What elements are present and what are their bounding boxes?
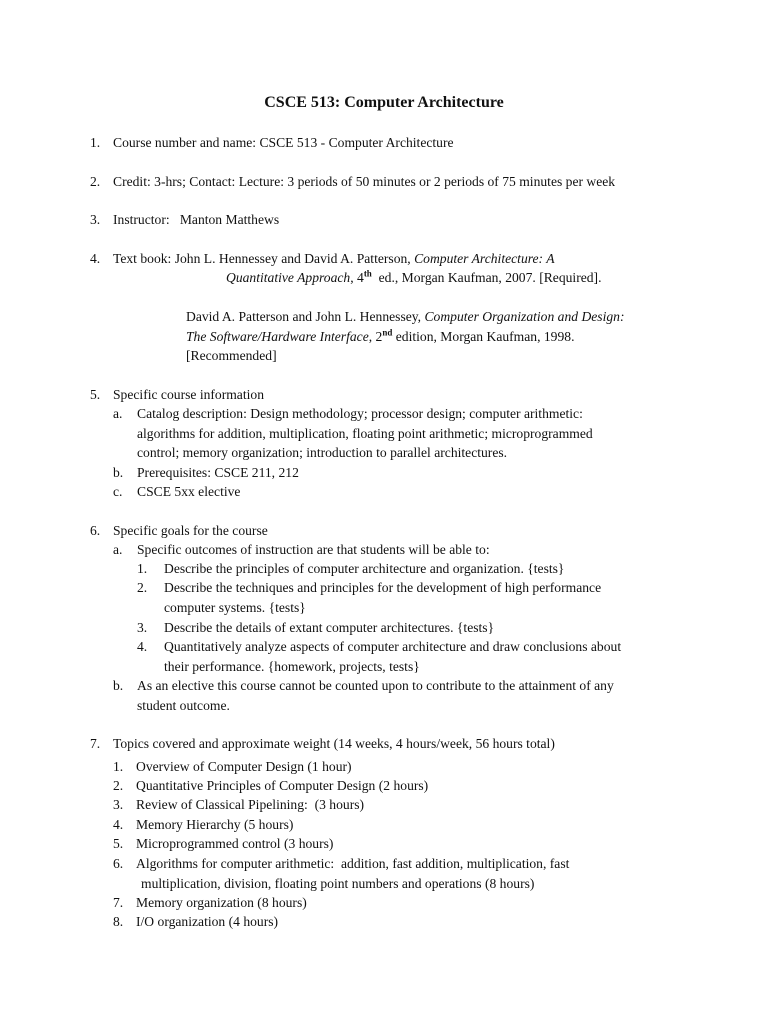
course-type: CSCE 5xx elective xyxy=(137,484,241,499)
item-number: 1. xyxy=(90,135,101,150)
topic-marker: 1. xyxy=(113,759,124,774)
book2-title: Computer Organization and Design: xyxy=(424,309,625,324)
sub-marker: b. xyxy=(113,678,124,693)
textbook-recommended xyxy=(186,307,625,366)
book2-publisher: edition, Morgan Kaufman, 1998. xyxy=(392,328,575,344)
topic-item: I/O organization (4 hours) xyxy=(136,914,279,929)
book2-edition-sup: nd xyxy=(382,326,393,337)
text-line: multiplication, division, floating point numbers and operations (8 hours) xyxy=(141,875,535,891)
course-number-name: Course number and name: CSCE 513 - Computer Architecture xyxy=(113,135,454,150)
text-line: Algorithms for computer arithmetic: addition, fast addition, multiplication, fast xyxy=(136,856,570,871)
outcome-marker: 4. xyxy=(137,639,148,654)
outcome-marker: 3. xyxy=(137,620,148,635)
section-heading: Topics covered and approximate weight (14 weeks, 4 hours/week, 56 hours total) xyxy=(113,736,555,751)
topic-marker: 4. xyxy=(113,817,124,832)
text-line: student outcome. xyxy=(137,697,230,713)
text-line: As an elective this course cannot be counted upon to contribute to the attainment of any xyxy=(137,678,614,693)
topic-marker: 3. xyxy=(113,797,124,812)
instructor: Instructor: Manton Matthews xyxy=(113,212,280,227)
item-number: 6. xyxy=(90,523,101,538)
item-number: 4. xyxy=(90,251,101,266)
page-title: CSCE 513: Computer Architecture xyxy=(264,94,504,111)
section-heading: Specific goals for the course xyxy=(113,523,268,538)
sub-marker: a. xyxy=(113,406,123,421)
prerequisites: Prerequisites: CSCE 211, 212 xyxy=(137,465,299,480)
elective-note xyxy=(137,676,614,715)
sub-marker: b. xyxy=(113,465,124,480)
item-number: 7. xyxy=(90,736,101,751)
catalog-description xyxy=(137,404,593,463)
topic-item xyxy=(136,854,569,893)
credit-contact: Credit: 3-hrs; Contact: Lecture: 3 periods of 50 minutes or 2 periods of 75 minutes per week xyxy=(113,174,616,189)
text-line: computer systems. {tests} xyxy=(164,599,306,615)
text-line: Describe the techniques and principles for the development of high performance xyxy=(164,580,602,595)
topic-item: Overview of Computer Design (1 hour) xyxy=(136,759,352,774)
text-line: their performance. {homework, projects, tests} xyxy=(164,658,420,674)
textbook-required xyxy=(113,249,555,269)
outcome-item xyxy=(164,578,601,617)
sub-marker: a. xyxy=(113,542,123,557)
text-line: Quantitatively analyze aspects of computer architecture and draw conclusions about xyxy=(164,639,622,654)
book1-edition: , 4 xyxy=(350,270,364,285)
book1-title-cont: Quantitative Approach xyxy=(226,270,351,285)
topic-marker: 7. xyxy=(113,895,124,910)
topic-marker: 8. xyxy=(113,914,124,929)
textbook-required-line2 xyxy=(226,268,601,288)
topic-item: Memory organization (8 hours) xyxy=(136,895,307,910)
topic-marker: 2. xyxy=(113,778,124,793)
topic-marker: 6. xyxy=(113,856,124,871)
topic-item: Review of Classical Pipelining: (3 hours) xyxy=(136,797,365,812)
topic-item: Microprogrammed control (3 hours) xyxy=(136,836,334,851)
outcome-marker: 1. xyxy=(137,561,148,576)
book1-edition-sup: th xyxy=(363,268,372,279)
text-line: Catalog description: Design methodology; processor design; computer arithmetic: xyxy=(137,406,583,421)
book2-authors: David A. Patterson and John L. Hennessey, xyxy=(186,309,425,324)
item-number: 3. xyxy=(90,212,101,227)
book2-title-cont: The Software/Hardware Interface xyxy=(186,328,369,344)
item-number: 5. xyxy=(90,387,101,402)
outcome-marker: 2. xyxy=(137,580,148,595)
topic-item: Memory Hierarchy (5 hours) xyxy=(136,817,294,832)
item-number: 2. xyxy=(90,174,101,189)
outcome-item: Describe the details of extant computer architectures. {tests} xyxy=(164,620,495,635)
section-heading: Specific course information xyxy=(113,387,264,402)
book2-note: [Recommended] xyxy=(186,348,277,363)
book1-title: Computer Architecture: A xyxy=(414,251,555,266)
sub-marker: c. xyxy=(113,484,123,499)
outcome-item xyxy=(164,637,621,676)
textbook-label: Text book: John L. Hennessey and David A. Patterson, xyxy=(113,251,415,266)
text-line: control; memory organization; introduction to parallel architectures. xyxy=(137,445,508,460)
topic-item: Quantitative Principles of Computer Design (2 hours) xyxy=(136,778,429,793)
text-line: algorithms for addition, multiplication, floating point arithmetic; microprogrammed xyxy=(137,425,593,441)
outcomes-intro: Specific outcomes of instruction are that students will be able to: xyxy=(137,542,490,557)
book1-publisher: ed., Morgan Kaufman, 2007. [Required]. xyxy=(371,270,602,285)
outcome-item: Describe the principles of computer architecture and organization. {tests} xyxy=(164,561,565,576)
topic-marker: 5. xyxy=(113,836,124,851)
book2-edition: , 2 xyxy=(368,328,383,344)
